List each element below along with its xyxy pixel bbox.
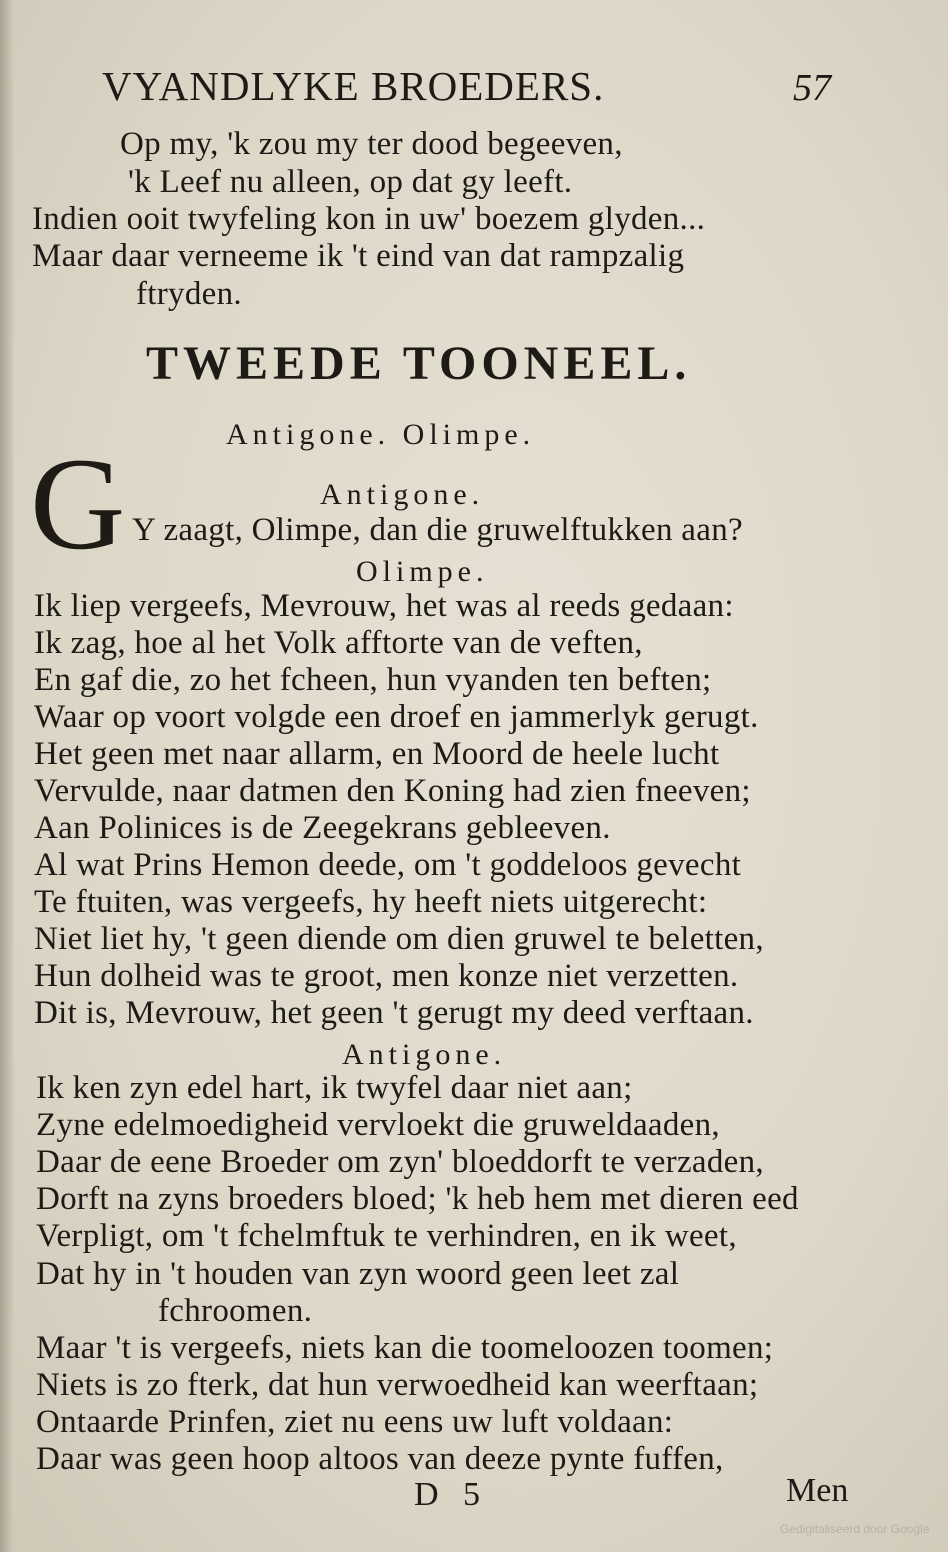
speaker-label: Antigone. [320,478,485,511]
verse-line: Het geen met naar allarm, en Moord de heele lucht [34,736,720,772]
verse-line: ftryden. [136,276,242,312]
verse-line: Indien ooit twyfeling kon in uw' boezem glyden... [32,201,706,237]
digitization-watermark: Gedigitaliseerd door Google [780,1522,930,1536]
signature-mark: D 5 [414,1476,489,1513]
verse-line: Ik liep vergeefs, Mevrouw, het was al reeds gedaan: [34,588,734,624]
scene-title: TWEEDE TOONEEL. [146,337,692,390]
verse-line: Maar 't is vergeefs, niets kan die toomeloozen toomen; [36,1330,774,1366]
verse-line: fchroomen. [158,1293,313,1329]
verse-line: Y zaagt, Olimpe, dan die gruwelftukken aan? [132,512,743,548]
page-gutter [0,0,14,1552]
page-number: 57 [793,67,831,109]
scene-cast: Antigone. Olimpe. [226,418,536,451]
verse-line: Vervulde, naar datmen den Koning had zien fneeven; [34,773,751,809]
verse-line: 'k Leef nu alleen, op dat gy leeft. [128,164,573,200]
speaker-label: Antigone. [342,1038,507,1071]
verse-line: Maar daar verneeme ik 't eind van dat rampzalig [32,238,685,274]
verse-line: Dat hy in 't houden van zyn woord geen leet zal [36,1256,680,1292]
verse-line: Niets is zo fterk, dat hun verwoedheid kan weerftaan; [36,1367,759,1403]
verse-line: Op my, 'k zou my ter dood begeeven, [120,126,623,162]
verse-line: Verpligt, om 't fchelmftuk te verhindren, en ik weet, [36,1218,737,1254]
verse-line: Niet liet hy, 't geen diende om dien gruwel te beletten, [34,921,764,957]
drop-cap: G [30,430,126,577]
verse-line: En gaf die, zo het fcheen, hun vyanden ten beften; [34,662,712,698]
verse-line: Te ftuiten, was vergeefs, hy heeft niets uitgerecht: [34,884,708,920]
speaker-label: Olimpe. [356,555,489,588]
verse-line: Ik zag, hoe al het Volk afftorte van de veften, [34,625,643,661]
verse-line: Daar de eene Broeder om zyn' bloeddorft te verzaden, [36,1144,764,1180]
verse-line: Aan Polinices is de Zeegekrans gebleeven. [34,810,611,846]
verse-line: Dorft na zyns broeders bloed; 'k heb hem met dieren eed [36,1181,799,1217]
verse-line: Hun dolheid was te groot, men konze niet verzetten. [34,958,739,994]
catchword: Men [786,1472,849,1509]
verse-line: Waar op voort volgde een droef en jammerlyk gerugt. [34,699,759,735]
running-head: VYANDLYKE BROEDERS. [102,63,605,109]
verse-line: Ik ken zyn edel hart, ik twyfel daar niet aan; [36,1070,633,1106]
verse-line: Al wat Prins Hemon deede, om 't goddeloos gevecht [34,847,742,883]
verse-line: Dit is, Mevrouw, het geen 't gerugt my deed verftaan. [34,995,754,1031]
verse-line: Zyne edelmoedigheid vervloekt die gruweldaaden, [36,1107,720,1143]
verse-line: Ontaarde Prinfen, ziet nu eens uw luft voldaan: [36,1404,674,1440]
verse-line: Daar was geen hoop altoos van deeze pynte fuffen, [36,1441,724,1477]
